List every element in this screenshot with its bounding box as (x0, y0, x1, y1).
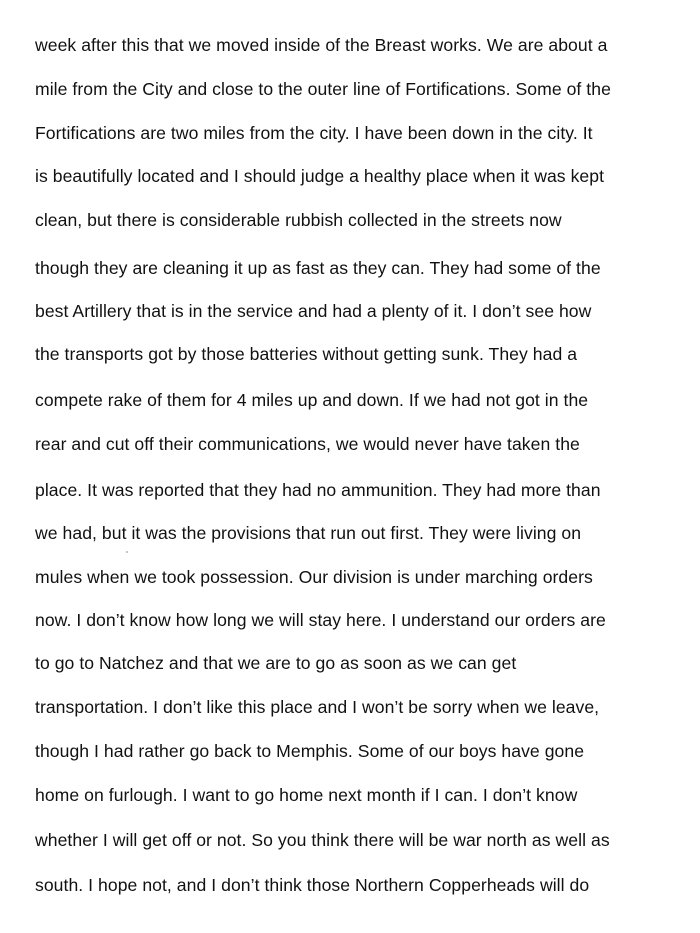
text-line: now. I don’t know how long we will stay here. I understand our orders are (35, 610, 606, 630)
text-line: whether I will get off or not. So you think there will be war north as well as (35, 830, 610, 850)
text-line: compete rake of them for 4 miles up and down. If we had not got in the (35, 390, 589, 410)
text-line: rear and cut off their communications, we would never have taken the (35, 434, 580, 454)
text-line: mules when we took possession. Our division is under marching orders (35, 567, 593, 587)
text-line: though I had rather go back to Memphis. Some of our boys have gone (35, 741, 585, 761)
text-line: best Artillery that is in the service and had a plenty of it. I don’t see how (35, 301, 592, 321)
text-line: Fortifications are two miles from the city. I have been down in the city. It (35, 123, 593, 143)
text-line: we had, but it was the provisions that run out first. They were living on (35, 523, 582, 543)
text-line: week after this that we moved inside of the Breast works. We are about a (35, 35, 608, 55)
text-line: transportation. I don’t like this place and I won’t be sorry when we leave, (35, 697, 600, 717)
text-line: is beautifully located and I should judge a healthy place when it was kept (35, 166, 605, 186)
text-line: south. I hope not, and I don’t think those Northern Copperheads will do (35, 875, 590, 895)
scan-speck (126, 551, 128, 553)
text-line: though they are cleaning it up as fast as they can. They had some of the (35, 258, 601, 278)
text-line: clean, but there is considerable rubbish collected in the streets now (35, 210, 562, 230)
text-line: place. It was reported that they had no ammunition. They had more than (35, 480, 601, 500)
text-line: home on furlough. I want to go home next month if I can. I don’t know (35, 785, 578, 805)
text-line: to go to Natchez and that we are to go as soon as we can get (35, 653, 517, 673)
text-line: the transports got by those batteries without getting sunk. They had a (35, 344, 578, 364)
text-line: mile from the City and close to the outer line of Fortifications. Some of the (35, 79, 611, 99)
